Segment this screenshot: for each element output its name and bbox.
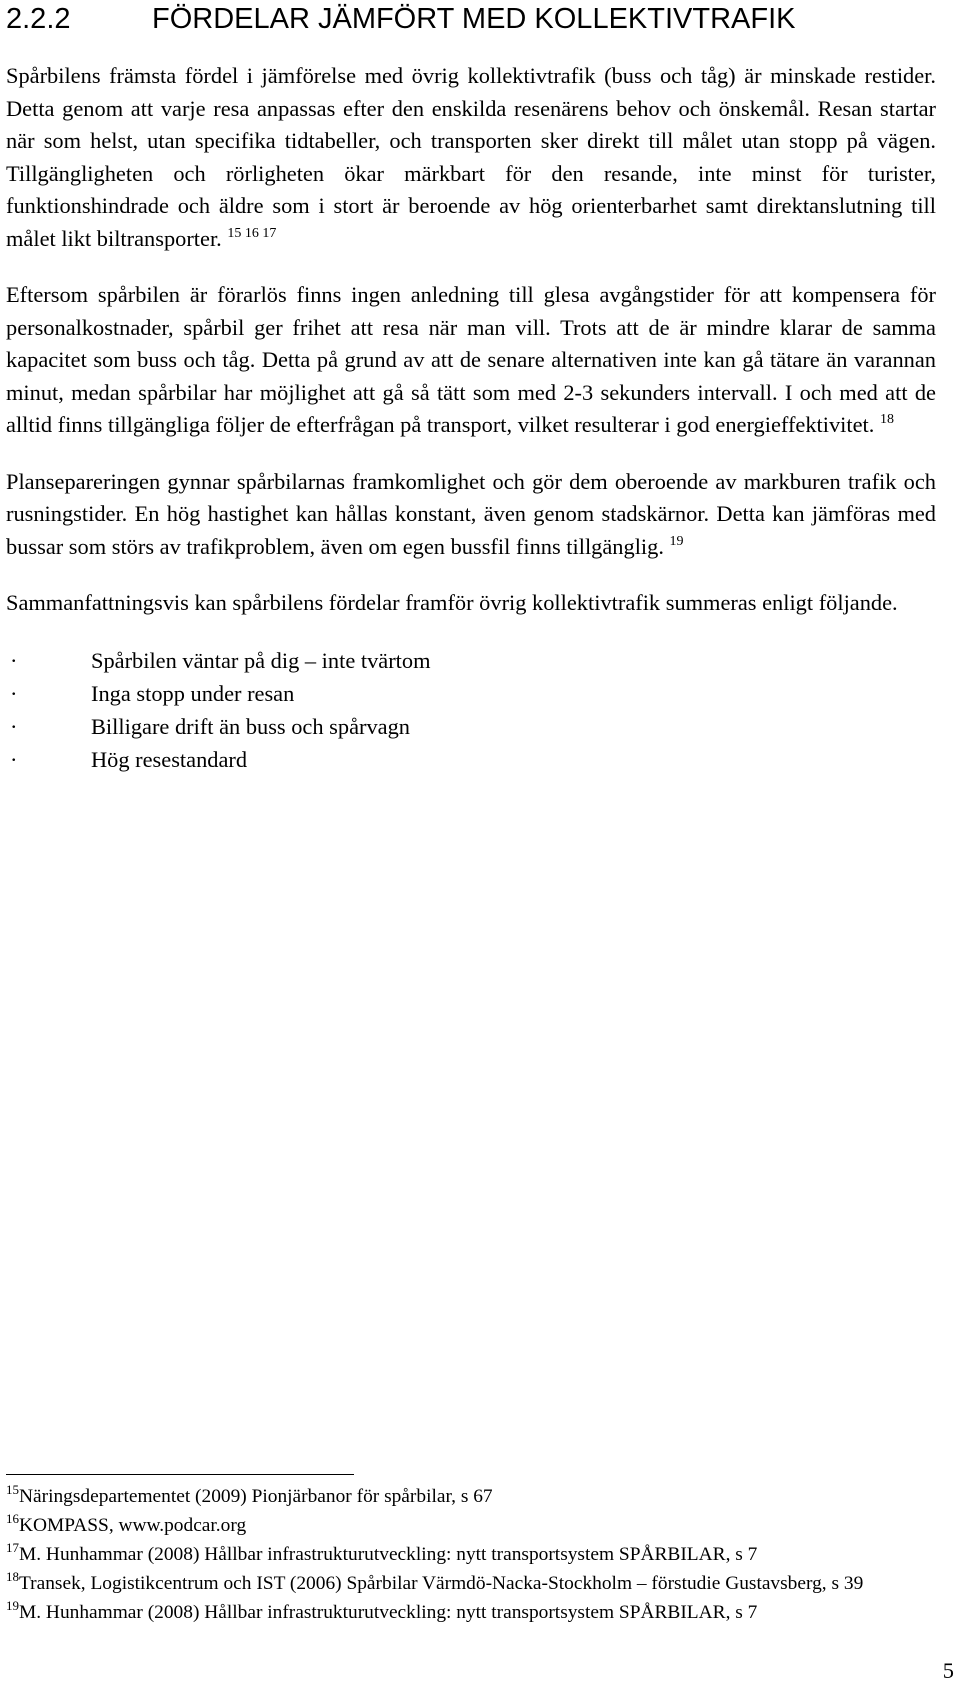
paragraph-driverless: [6, 279, 936, 442]
paragraph-text: Spårbilens främsta fördel i jämförelse med övrig kollektivtrafik (buss och tåg) är minskade restider. Detta genom att varje resa anpassas efter den enskilda resenärens behov och önskemål. Resan startar när som helst, utan specifika tidtabeller, och transporten sker direkt till målet utan stopp på vägen. Tillgängligheten och rörligheten ökar märkbart för den resande, inte minst för turister, funktionshindrade och äldre som i stort är beroende av hög orienterbarhet samt direktanslutning till målet likt biltransporter.: [6, 63, 936, 251]
paragraph-text: Plansepareringen gynnar spårbilarnas framkomlighet och gör dem oberoende av markburen trafik och rusningstider. En hög hastighet kan hållas konstant, även genom stadskärnor. Detta kan jämföras med bussar som störs av trafikproblem, även om egen bussfil finns tillgänglig.: [6, 468, 936, 559]
paragraph-text: Sammanfattningsvis kan spårbilens fördelar framför övrig kollektivtrafik summeras enligt följande.: [6, 590, 898, 615]
advantages-list: [6, 644, 936, 776]
footnote-19: [6, 1598, 936, 1627]
footnote-number: 17: [6, 1540, 19, 1555]
list-item-text: Hög resestandard: [91, 746, 248, 772]
footnote-reference-18: 18: [879, 412, 894, 427]
footnote-16: [6, 1511, 936, 1540]
list-item: [6, 710, 936, 743]
footnote-number: 16: [6, 1511, 19, 1526]
list-item-text: Billigare drift än buss och spårvagn: [91, 713, 410, 739]
bullet-dot-icon: ·: [10, 713, 18, 739]
footnote-number: 15: [6, 1482, 19, 1497]
bullet-dot-icon: ·: [10, 647, 18, 673]
paragraph-summary: [6, 587, 936, 620]
footnote-reference-19: 19: [669, 533, 684, 549]
footnote-number: 19: [6, 1598, 19, 1613]
footnote-17: [6, 1540, 936, 1569]
footnote-text: Transek, Logistikcentrum och IST (2006) Spårbilar Värmdö-Nacka-Stockholm – förstudie Gustavsberg, s 39: [19, 1573, 864, 1594]
list-item: [6, 644, 936, 677]
footnote-number: 18: [6, 1569, 19, 1584]
list-item-text: Inga stopp under resan: [91, 680, 295, 706]
paragraph-grade-separation: [6, 466, 936, 564]
footnote-18: [6, 1569, 936, 1598]
list-item-text: Spårbilen väntar på dig – inte tvärtom: [91, 647, 431, 673]
footnotes: [6, 1482, 936, 1627]
page-number: 5: [942, 1658, 954, 1683]
footnote-15: [6, 1482, 936, 1511]
footnote-text: Näringsdepartementet (2009) Pionjärbanor för spårbilar, s 67: [19, 1486, 493, 1507]
list-item: [6, 677, 936, 710]
footnote-divider: [6, 1474, 354, 1475]
section-heading: [6, 2, 795, 36]
footnote-text: KOMPASS, www.podcar.org: [19, 1515, 247, 1536]
paragraph-text: Eftersom spårbilen är förarlös finns ingen anledning till glesa avgångstider för att kompensera för personalkostnader, spårbil ger frihet att resa när man vill. Trots att de är mindre klarar de samma kapacitet som buss och tåg. Detta på grund av att de senare alternativen inte kan gå tätare än varannan minut, medan spårbilar har möjlighet att gå så tätt som med 2-3 sekunders intervall. I och med att de alltid finns tillgängliga följer de efterfrågan på transport, vilket resulterar i god energieffektivitet.: [6, 282, 936, 437]
section-title: FÖRDELAR JÄMFÖRT MED KOLLEKTIVTRAFIK: [152, 3, 796, 35]
bullet-dot-icon: ·: [10, 680, 18, 706]
list-item: [6, 743, 936, 776]
section-number: 2.2.2: [6, 3, 71, 35]
paragraph-advantages-intro: [6, 60, 936, 255]
bullet-dot-icon: ·: [10, 746, 18, 772]
footnote-text: M. Hunhammar (2008) Hållbar infrastrukturutveckling: nytt transportsystem SPÅRBILAR, s 7: [19, 1544, 758, 1565]
body-text: [6, 60, 936, 776]
footnote-reference-15-16-17: 15 16 17: [227, 225, 277, 241]
footnote-text: M. Hunhammar (2008) Hållbar infrastrukturutveckling: nytt transportsystem SPÅRBILAR, s 7: [19, 1602, 758, 1623]
